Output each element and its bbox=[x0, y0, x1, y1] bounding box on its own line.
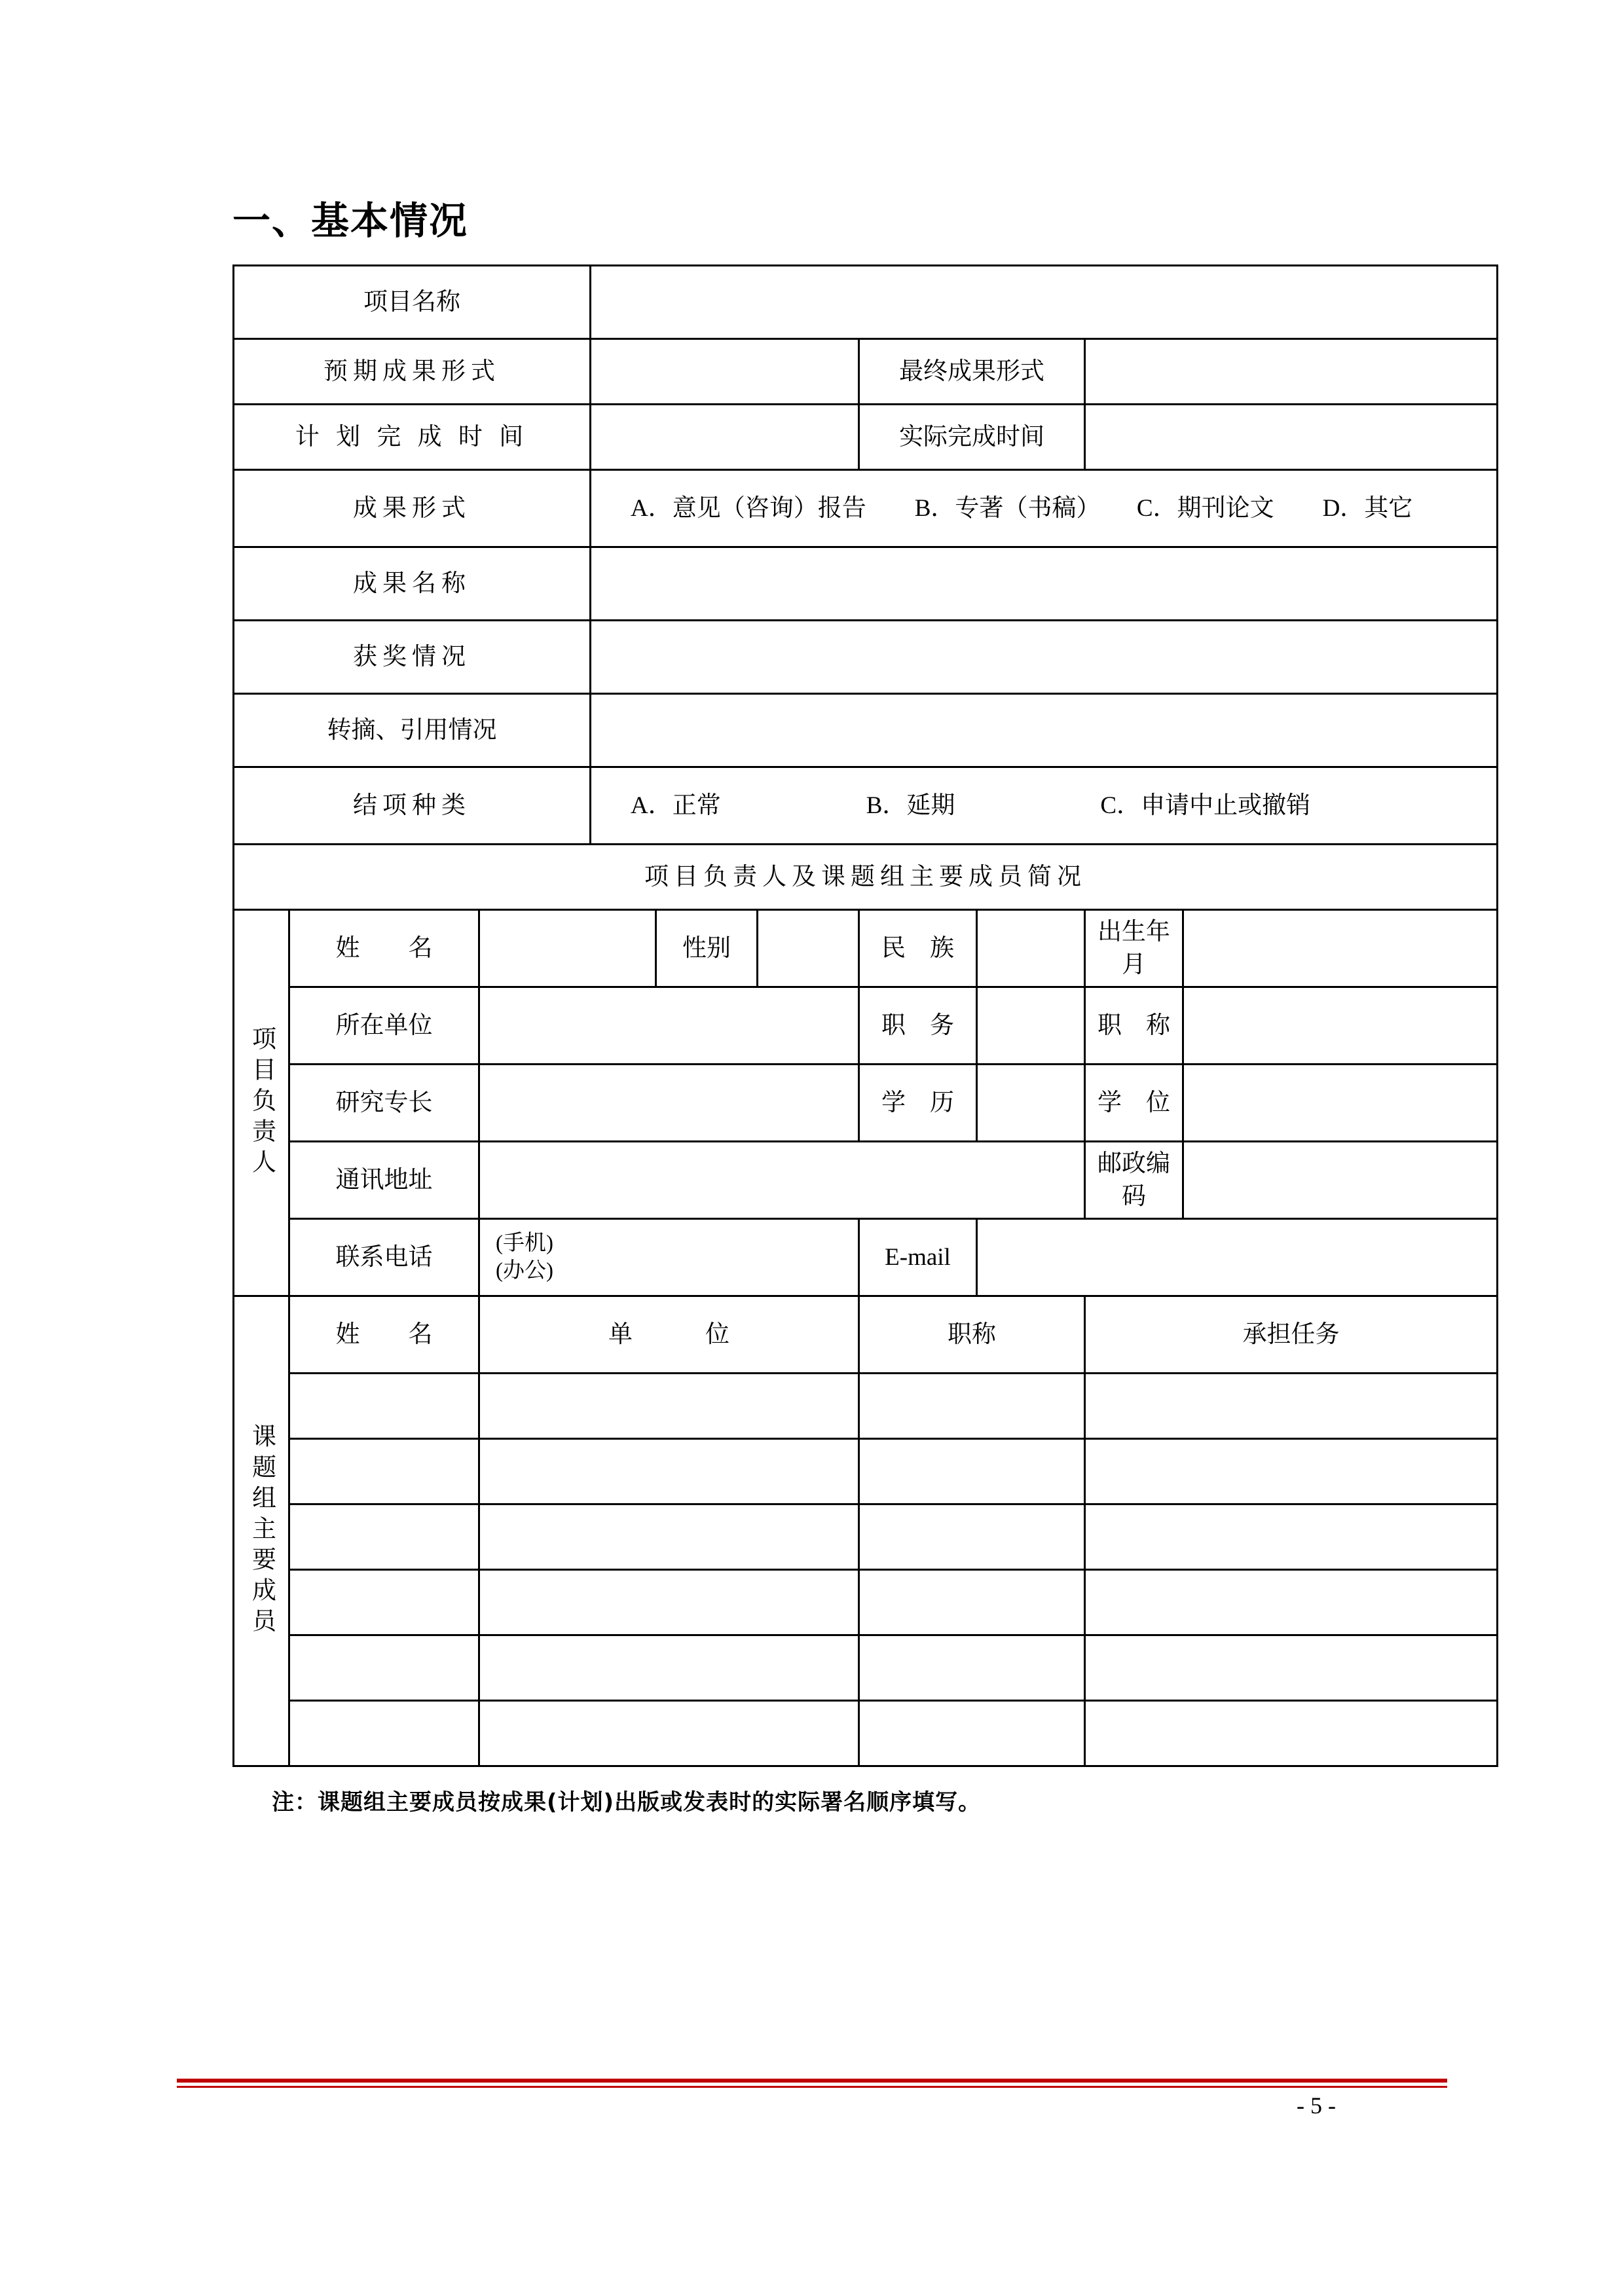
member-unit-value[interactable] bbox=[479, 1374, 859, 1439]
table-row bbox=[234, 1570, 1498, 1635]
members-col-title: 职称 bbox=[859, 1296, 1085, 1374]
award-value[interactable] bbox=[591, 621, 1498, 694]
table-row bbox=[234, 1635, 1498, 1701]
member-name-value[interactable] bbox=[289, 1504, 479, 1570]
member-title-value[interactable] bbox=[859, 1701, 1085, 1766]
table-row bbox=[234, 694, 1498, 767]
leader-name-label: 姓 名 bbox=[289, 910, 479, 987]
leader-title-label: 职 称 bbox=[1085, 987, 1183, 1065]
member-unit-value[interactable] bbox=[479, 1635, 859, 1701]
leader-name-value[interactable] bbox=[479, 910, 656, 987]
table-row bbox=[234, 339, 1498, 405]
member-unit-value[interactable] bbox=[479, 1701, 859, 1766]
page-content bbox=[232, 190, 1496, 1816]
leader-gender-value[interactable] bbox=[758, 910, 859, 987]
table-row bbox=[234, 1219, 1498, 1296]
leader-unit-label: 所在单位 bbox=[289, 987, 479, 1065]
footer-rule-thick bbox=[177, 2079, 1447, 2083]
leader-title-value[interactable] bbox=[1183, 987, 1498, 1065]
leader-phone-office-label: (办公) bbox=[496, 1258, 553, 1283]
basic-info-table bbox=[232, 264, 1498, 1767]
leader-nation-value[interactable] bbox=[977, 910, 1085, 987]
member-title-value[interactable] bbox=[859, 1439, 1085, 1504]
leader-phone-mobile-label: (手机) bbox=[496, 1231, 553, 1256]
table-row bbox=[234, 266, 1498, 339]
table-row bbox=[234, 1374, 1498, 1439]
award-label: 获奖情况 bbox=[234, 621, 591, 694]
table-row bbox=[234, 845, 1498, 910]
plan-finish-value[interactable] bbox=[591, 405, 859, 470]
table-row bbox=[234, 910, 1498, 987]
leader-birth-label: 出生年月 bbox=[1085, 910, 1183, 987]
table-note: 注：课题组主要成员按成果(计划)出版或发表时的实际署名顺序填写。 bbox=[272, 1789, 982, 1815]
leader-specialty-value[interactable] bbox=[479, 1065, 859, 1142]
table-row bbox=[234, 547, 1498, 621]
leader-education-value[interactable] bbox=[977, 1065, 1085, 1142]
citation-value[interactable] bbox=[591, 694, 1498, 767]
leader-degree-label: 学 位 bbox=[1085, 1065, 1183, 1142]
actual-finish-label: 实际完成时间 bbox=[859, 405, 1085, 470]
citation-label: 转摘、引用情况 bbox=[234, 694, 591, 767]
member-name-value[interactable] bbox=[289, 1701, 479, 1766]
member-title-value[interactable] bbox=[859, 1635, 1085, 1701]
final-result-label: 最终成果形式 bbox=[859, 339, 1085, 405]
member-unit-value[interactable] bbox=[479, 1504, 859, 1570]
table-row bbox=[234, 987, 1498, 1065]
result-name-label: 成果名称 bbox=[234, 547, 591, 621]
leader-education-label: 学 历 bbox=[859, 1065, 977, 1142]
leader-postcode-value[interactable] bbox=[1183, 1142, 1498, 1219]
leader-duty-label: 职 务 bbox=[859, 987, 977, 1065]
leader-gender-label: 性别 bbox=[656, 910, 758, 987]
final-result-value[interactable] bbox=[1085, 339, 1498, 405]
leader-vertical-label: 项目负责人 bbox=[234, 910, 289, 1296]
member-task-value[interactable] bbox=[1085, 1374, 1498, 1439]
leader-postcode-label: 邮政编码 bbox=[1085, 1142, 1183, 1219]
members-col-unit: 单 位 bbox=[479, 1296, 859, 1374]
project-name-label: 项目名称 bbox=[234, 266, 591, 339]
member-title-value[interactable] bbox=[859, 1570, 1085, 1635]
table-row bbox=[234, 1296, 1498, 1374]
result-name-value[interactable] bbox=[591, 547, 1498, 621]
leader-nation-label: 民 族 bbox=[859, 910, 977, 987]
table-row bbox=[234, 1142, 1498, 1219]
footer-divider bbox=[177, 2079, 1447, 2088]
members-vertical-label: 课题组主要成员 bbox=[234, 1296, 289, 1766]
project-name-value[interactable] bbox=[591, 266, 1498, 339]
leader-address-label: 通讯地址 bbox=[289, 1142, 479, 1219]
result-form-options[interactable]: A．意见（咨询）报告 B．专著（书稿） C．期刊论文 D．其它 bbox=[591, 470, 1498, 547]
table-row bbox=[234, 470, 1498, 547]
leader-unit-value[interactable] bbox=[479, 987, 859, 1065]
page-title: 一、基本情况 bbox=[232, 198, 469, 243]
member-name-value[interactable] bbox=[289, 1570, 479, 1635]
table-row bbox=[234, 1065, 1498, 1142]
leader-email-label: E-mail bbox=[859, 1219, 977, 1296]
leader-email-value[interactable] bbox=[977, 1219, 1498, 1296]
member-title-value[interactable] bbox=[859, 1504, 1085, 1570]
member-unit-value[interactable] bbox=[479, 1439, 859, 1504]
table-row bbox=[234, 1701, 1498, 1766]
member-title-value[interactable] bbox=[859, 1374, 1085, 1439]
member-task-value[interactable] bbox=[1085, 1504, 1498, 1570]
leader-address-value[interactable] bbox=[479, 1142, 1085, 1219]
leader-phone-value[interactable] bbox=[479, 1219, 859, 1296]
member-name-value[interactable] bbox=[289, 1439, 479, 1504]
member-task-value[interactable] bbox=[1085, 1439, 1498, 1504]
table-row bbox=[234, 1504, 1498, 1570]
leader-degree-value[interactable] bbox=[1183, 1065, 1498, 1142]
table-row bbox=[234, 767, 1498, 845]
plan-finish-label: 计 划 完 成 时 间 bbox=[234, 405, 591, 470]
member-name-value[interactable] bbox=[289, 1635, 479, 1701]
table-row bbox=[234, 621, 1498, 694]
expected-result-label: 预期成果形式 bbox=[234, 339, 591, 405]
member-unit-value[interactable] bbox=[479, 1570, 859, 1635]
member-task-value[interactable] bbox=[1085, 1701, 1498, 1766]
page-number: - 5 - bbox=[1297, 2092, 1336, 2119]
members-col-name: 姓 名 bbox=[289, 1296, 479, 1374]
actual-finish-value[interactable] bbox=[1085, 405, 1498, 470]
member-task-value[interactable] bbox=[1085, 1570, 1498, 1635]
expected-result-value[interactable] bbox=[591, 339, 859, 405]
members-section-header: 项目负责人及课题组主要成员简况 bbox=[234, 845, 1498, 910]
leader-birth-value[interactable] bbox=[1183, 910, 1498, 987]
leader-duty-value[interactable] bbox=[977, 987, 1085, 1065]
result-form-label: 成果形式 bbox=[234, 470, 591, 547]
conclusion-type-label: 结项种类 bbox=[234, 767, 591, 845]
leader-specialty-label: 研究专长 bbox=[289, 1065, 479, 1142]
footer-rule-thin bbox=[177, 2086, 1447, 2088]
conclusion-type-options[interactable]: A．正常 B．延期 C．申请中止或撤销 bbox=[591, 767, 1498, 845]
members-col-task: 承担任务 bbox=[1085, 1296, 1498, 1374]
member-task-value[interactable] bbox=[1085, 1635, 1498, 1701]
table-row bbox=[234, 405, 1498, 470]
member-name-value[interactable] bbox=[289, 1374, 479, 1439]
leader-phone-label: 联系电话 bbox=[289, 1219, 479, 1296]
table-row bbox=[234, 1439, 1498, 1504]
